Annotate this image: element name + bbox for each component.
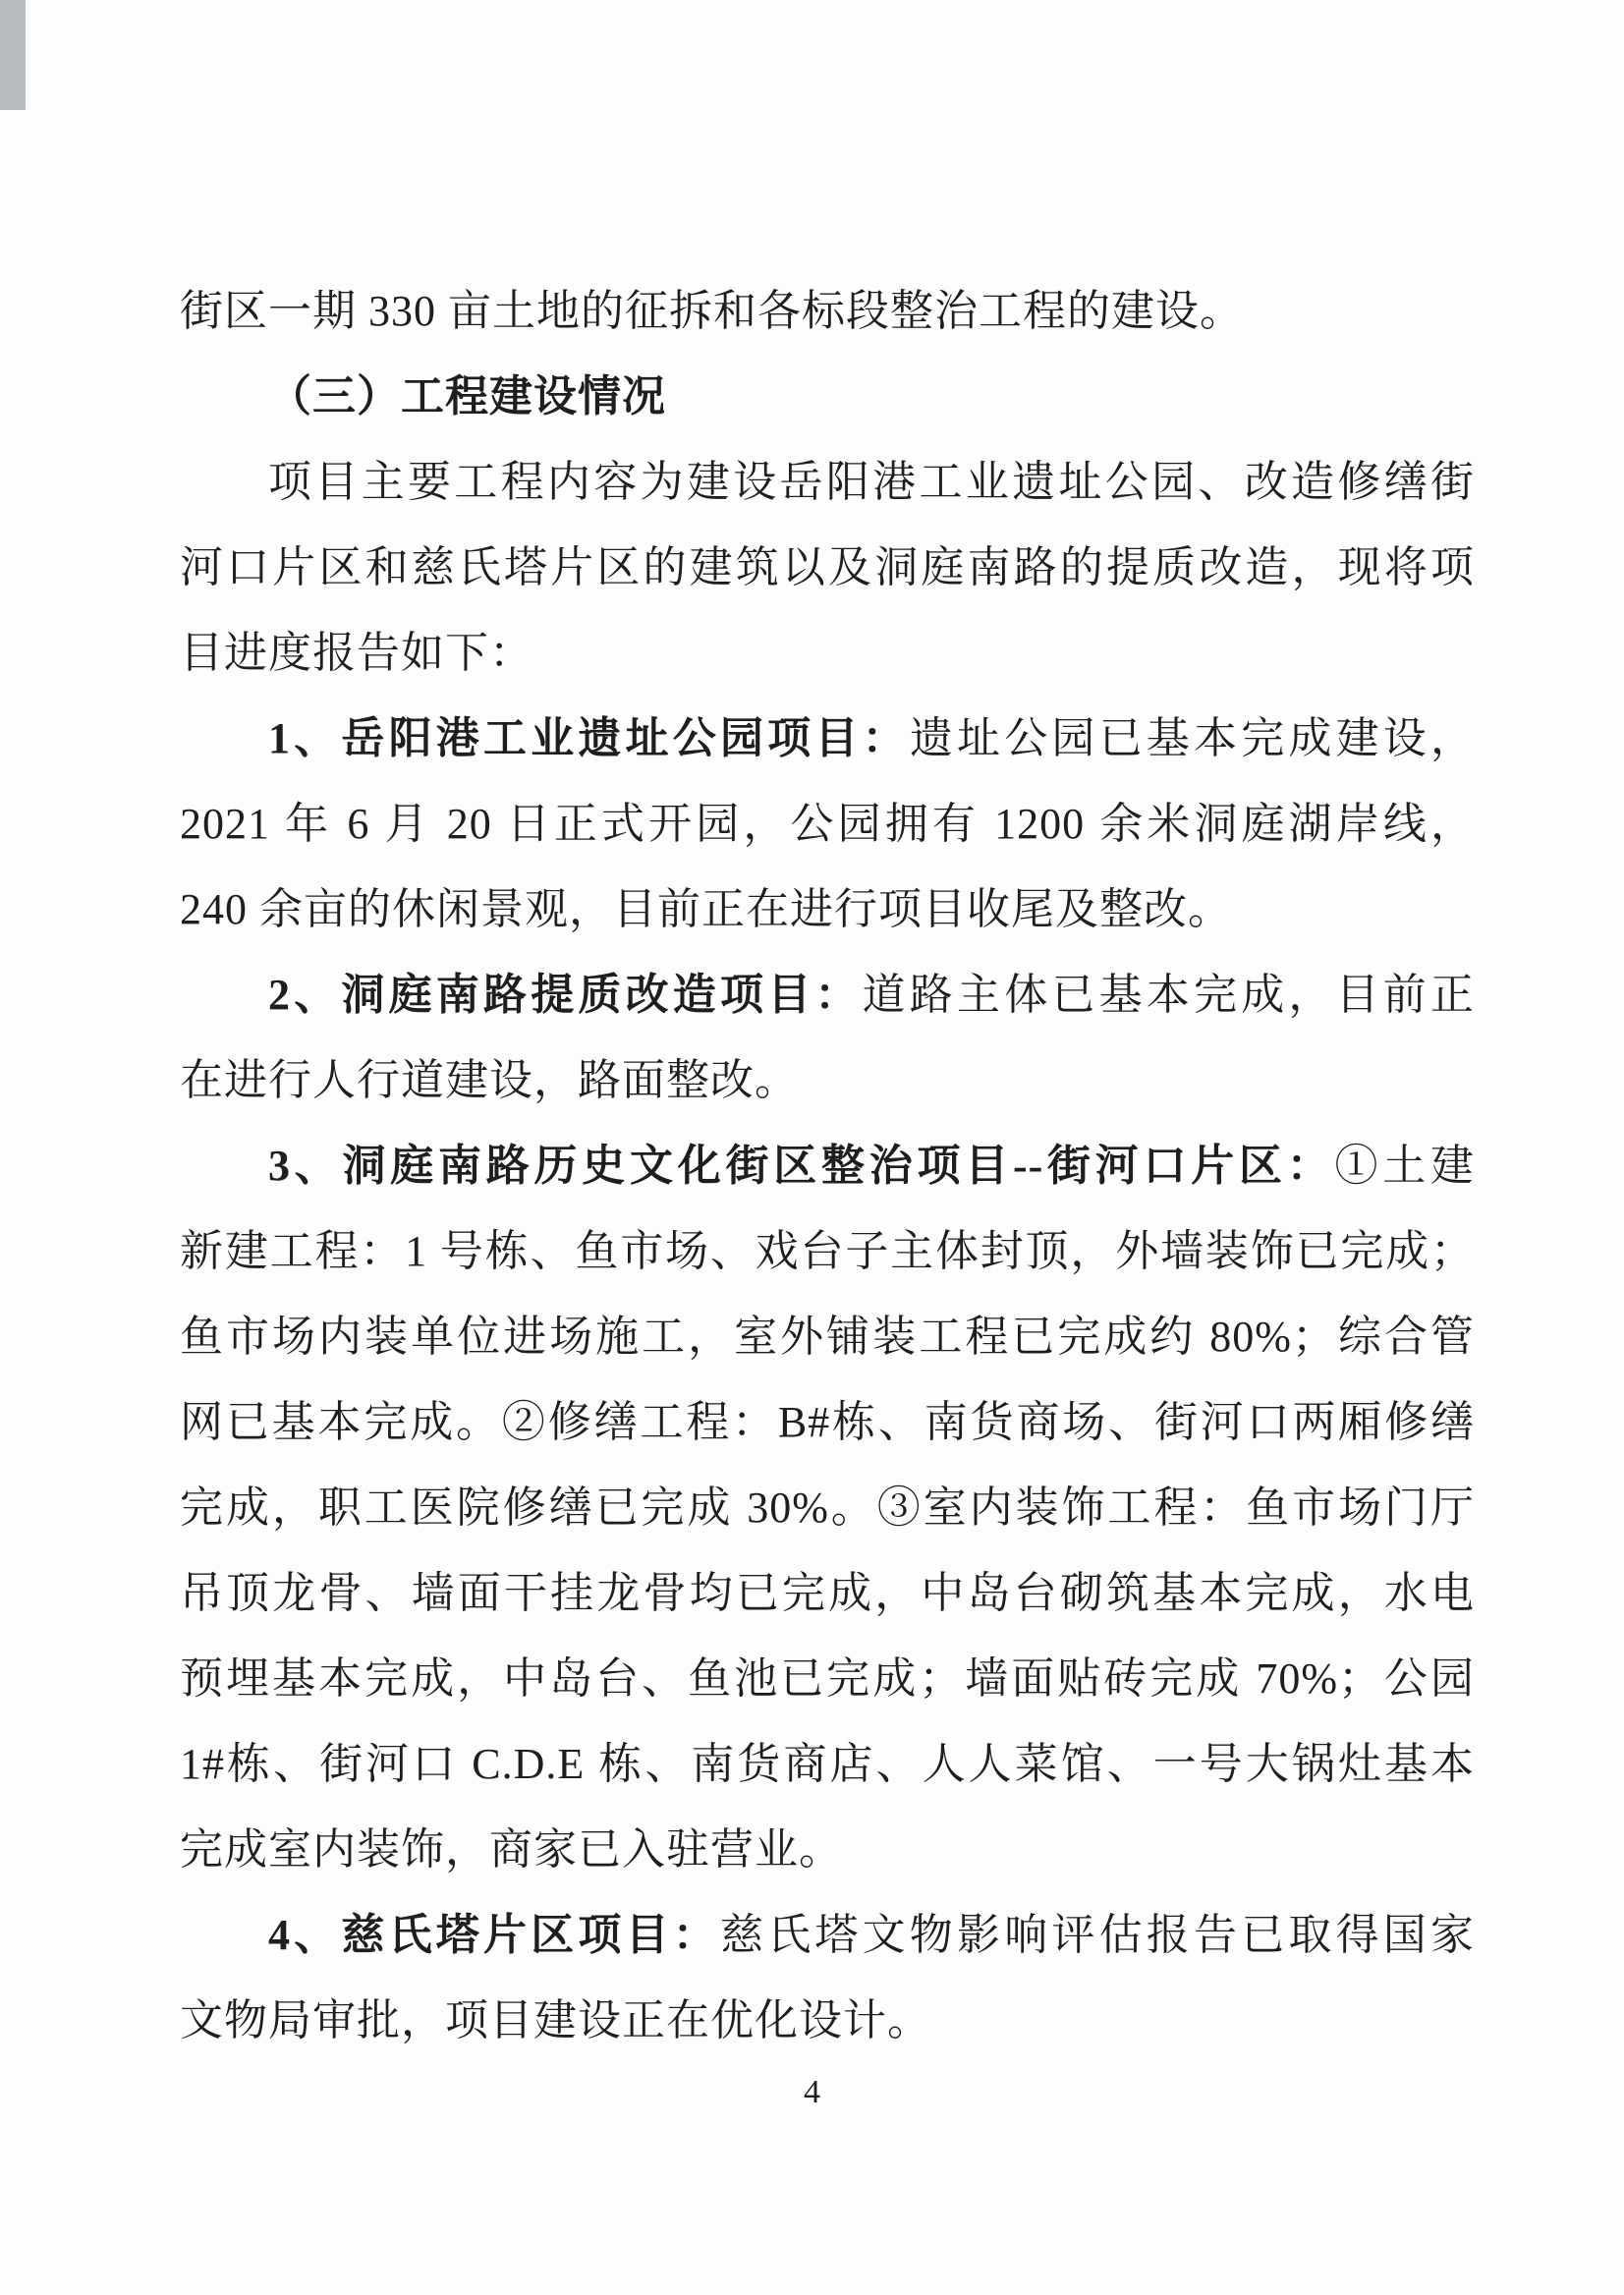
paragraph-line bbox=[180, 610, 1475, 696]
body-text: 2021 年 6 月 20 日正式开园，公园拥有 1200 余米洞庭湖岸线， bbox=[180, 800, 1475, 848]
paragraph-line bbox=[180, 268, 1475, 354]
body-text: 完成，职工医院修缮已完成 30%。③室内装饰工程：鱼市场门厅 bbox=[180, 1483, 1475, 1532]
paragraph-line bbox=[180, 867, 1475, 952]
body-text: 文物局审批，项目建设正在优化设计。 bbox=[180, 1996, 931, 2044]
body-text: 预埋基本完成，中岛台、鱼池已完成；墙面贴砖完成 70%；公园 bbox=[180, 1654, 1475, 1703]
body-text: 在进行人行道建设，路面整改。 bbox=[180, 1056, 799, 1104]
body-text: 河口片区和慈氏塔片区的建筑以及洞庭南路的提质改造，现将项 bbox=[180, 543, 1475, 591]
list-item-3 bbox=[180, 1123, 1475, 1208]
paragraph-line bbox=[180, 1807, 1475, 1892]
body-text: ①土建 bbox=[1334, 1142, 1475, 1190]
paragraph-line bbox=[180, 1037, 1475, 1123]
body-text: 1#栋、街河口 C.D.E 栋、南货商店、人人菜馆、一号大锅灶基本 bbox=[180, 1740, 1475, 1788]
body-text: 道路主体已基本完成，目前正 bbox=[862, 971, 1476, 1019]
paragraph-line bbox=[180, 781, 1475, 867]
paragraph-line bbox=[180, 1208, 1475, 1294]
list-item-heading: 3、洞庭南路历史文化街区整治项目--街河口片区： bbox=[268, 1142, 1335, 1190]
body-text: 目进度报告如下： bbox=[180, 629, 533, 677]
list-item-4 bbox=[180, 1892, 1475, 1978]
list-item-2 bbox=[180, 952, 1475, 1037]
paragraph-line bbox=[180, 439, 1475, 525]
list-item-heading: 2、洞庭南路提质改造项目： bbox=[268, 971, 863, 1019]
section-heading-text: （三）工程建设情况 bbox=[268, 372, 666, 420]
paragraph-line bbox=[180, 1294, 1475, 1379]
body-text: 吊顶龙骨、墙面干挂龙骨均已完成，中岛台砌筑基本完成，水电 bbox=[180, 1569, 1475, 1617]
body-text: 完成室内装饰，商家已入驻营业。 bbox=[180, 1825, 843, 1874]
paragraph-line bbox=[180, 1465, 1475, 1550]
body-text: 新建工程：1 号栋、鱼市场、戏台子主体封顶，外墙装饰已完成； bbox=[180, 1227, 1475, 1275]
body-text: 鱼市场内装单位进场施工，室外铺装工程已完成约 80%；综合管 bbox=[180, 1313, 1475, 1361]
paragraph-line bbox=[180, 1636, 1475, 1721]
paragraph-line bbox=[180, 1379, 1475, 1465]
list-item-heading: 1、岳阳港工业遗址公园项目： bbox=[268, 714, 910, 762]
page-number: 4 bbox=[804, 2074, 820, 2110]
paragraph-line bbox=[180, 1978, 1475, 2063]
paragraph-line bbox=[180, 1550, 1475, 1636]
body-text: 项目主要工程内容为建设岳阳港工业遗址公园、改造修缮街 bbox=[268, 458, 1475, 506]
list-item-1 bbox=[180, 696, 1475, 781]
document-body bbox=[180, 268, 1475, 2063]
scan-edge-artifact bbox=[0, 0, 26, 110]
body-text: 网已基本完成。②修缮工程：B#栋、南货商场、街河口两厢修缮 bbox=[180, 1398, 1475, 1446]
section-heading-3 bbox=[180, 354, 1475, 439]
body-text: 街区一期 330 亩土地的征拆和各标段整治工程的建设。 bbox=[180, 287, 1244, 335]
paragraph-line bbox=[180, 1721, 1475, 1807]
body-text: 慈氏塔文物影响评估报告已取得国家 bbox=[720, 1911, 1475, 1959]
paragraph-line bbox=[180, 525, 1475, 610]
body-text: 240 余亩的休闲景观，目前正在进行项目收尾及整改。 bbox=[180, 885, 1232, 933]
body-text: 遗址公园已基本完成建设， bbox=[909, 714, 1476, 762]
list-item-heading: 4、慈氏塔片区项目： bbox=[268, 1911, 720, 1959]
